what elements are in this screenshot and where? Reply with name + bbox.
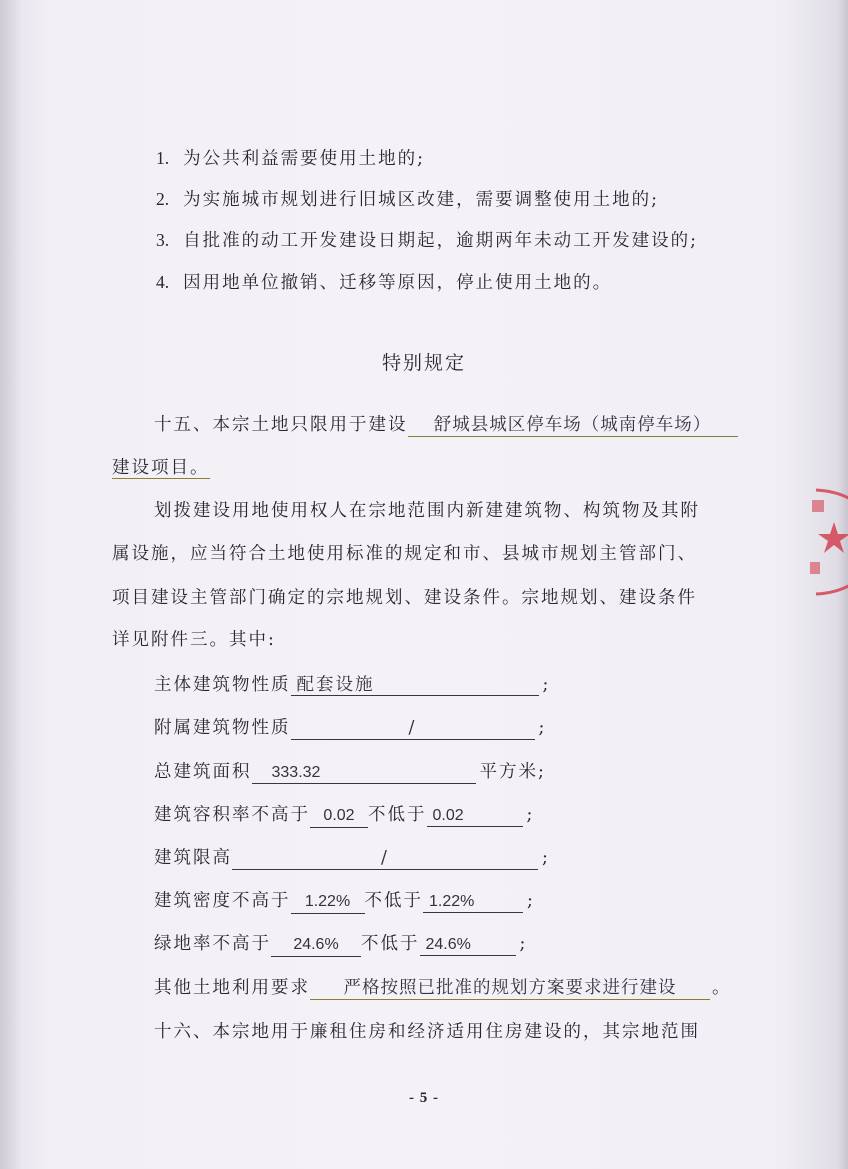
field-floor-area-ratio xyxy=(154,803,534,828)
field-total-area xyxy=(154,760,546,784)
list-item-number: 2. xyxy=(156,189,170,209)
field-label: 建筑限高 xyxy=(154,848,232,868)
field-value: 严格按照已批准的规划方案要求进行建设 xyxy=(310,977,710,1000)
field-value: / xyxy=(232,847,538,870)
page-edge-shadow-left xyxy=(0,0,22,1169)
field-main-nature xyxy=(154,673,550,697)
paragraph-line: 项目建设主管部门确定的宗地规划、建设条件。宗地规划、建设条件 xyxy=(112,588,697,608)
field-terminator: ; xyxy=(519,934,528,954)
field-value-max: 1.22% xyxy=(291,891,365,914)
list-item xyxy=(156,270,612,295)
field-value-max: 24.6% xyxy=(271,934,361,957)
seal-star-icon xyxy=(818,522,848,553)
field-height-limit xyxy=(154,846,550,870)
field-value-min: 0.02 xyxy=(427,805,523,827)
list-item-number: 4. xyxy=(156,272,170,292)
project-name-field: 舒城县城区停车场（城南停车场） xyxy=(408,414,738,437)
list-item-text: 为实施城市规划进行旧城区改建，需要调整使用土地的; xyxy=(183,190,660,210)
seal-character-mark xyxy=(812,500,824,512)
list-item-text: 因用地单位撤销、迁移等原因，停止使用土地的。 xyxy=(183,273,613,293)
list-item-text: 为公共利益需要使用土地的; xyxy=(183,149,426,169)
field-label: 建筑容积率不高于 xyxy=(154,805,310,825)
field-label: 绿地率不高于 xyxy=(154,934,271,954)
field-value: / xyxy=(291,717,535,740)
field-value-min: 24.6% xyxy=(420,934,516,956)
list-item-text: 自批准的动工开发建设日期起，逾期两年未动工开发建设的; xyxy=(183,231,699,251)
field-unit: 平方米; xyxy=(479,762,546,782)
paragraph-line: 划拨建设用地使用权人在宗地范围内新建建筑物、构筑物及其附 xyxy=(154,501,700,521)
paragraph-line: 详见附件三。其中: xyxy=(112,630,276,650)
field-terminator: ; xyxy=(542,675,551,695)
field-label-min: 不低于 xyxy=(361,934,420,954)
field-value: 333.32 xyxy=(252,762,476,784)
field-label: 主体建筑物性质 xyxy=(154,675,291,695)
field-value-min: 1.22% xyxy=(423,891,523,913)
field-terminator: ; xyxy=(542,848,550,868)
field-label: 其他土地利用要求 xyxy=(154,978,310,998)
page-number: - 5 - xyxy=(409,1090,439,1106)
field-green-ratio xyxy=(154,932,527,957)
field-terminator: ; xyxy=(526,805,535,825)
clause-15-continuation-text: 建设项目。 xyxy=(112,458,210,478)
field-aux-nature xyxy=(154,716,546,740)
clause-15-continuation xyxy=(112,456,210,480)
field-value: 配套设施 xyxy=(291,674,539,696)
clause-15-line xyxy=(154,413,738,437)
section-title: 特别规定 xyxy=(381,352,466,374)
seal-character-mark xyxy=(810,562,820,574)
field-value-max: 0.02 xyxy=(310,805,368,828)
field-label-min: 不低于 xyxy=(368,805,427,825)
list-item xyxy=(156,228,698,253)
field-label: 附属建筑物性质 xyxy=(154,718,291,738)
field-label: 建筑密度不高于 xyxy=(154,891,291,911)
field-label: 总建筑面积 xyxy=(154,762,252,782)
list-item-number: 3. xyxy=(156,230,170,250)
field-terminator: 。 xyxy=(712,978,732,998)
field-label-min: 不低于 xyxy=(364,891,423,911)
list-item xyxy=(156,187,659,212)
field-building-density xyxy=(154,889,535,914)
field-terminator: ; xyxy=(527,891,535,911)
field-terminator: ; xyxy=(538,718,547,738)
paragraph-line: 属设施，应当符合土地使用标准的规定和市、县城市规划主管部门、 xyxy=(112,544,697,564)
list-item-number: 1. xyxy=(156,148,170,168)
field-other-requirements xyxy=(154,976,732,1000)
clause-16-line: 十六、本宗地用于廉租住房和经济适用住房建设的，其宗地范围 xyxy=(154,1022,700,1042)
red-seal-stamp xyxy=(806,486,848,596)
list-item xyxy=(156,146,425,171)
clause-15-prefix: 十五、本宗土地只限用于建设 xyxy=(154,415,408,435)
